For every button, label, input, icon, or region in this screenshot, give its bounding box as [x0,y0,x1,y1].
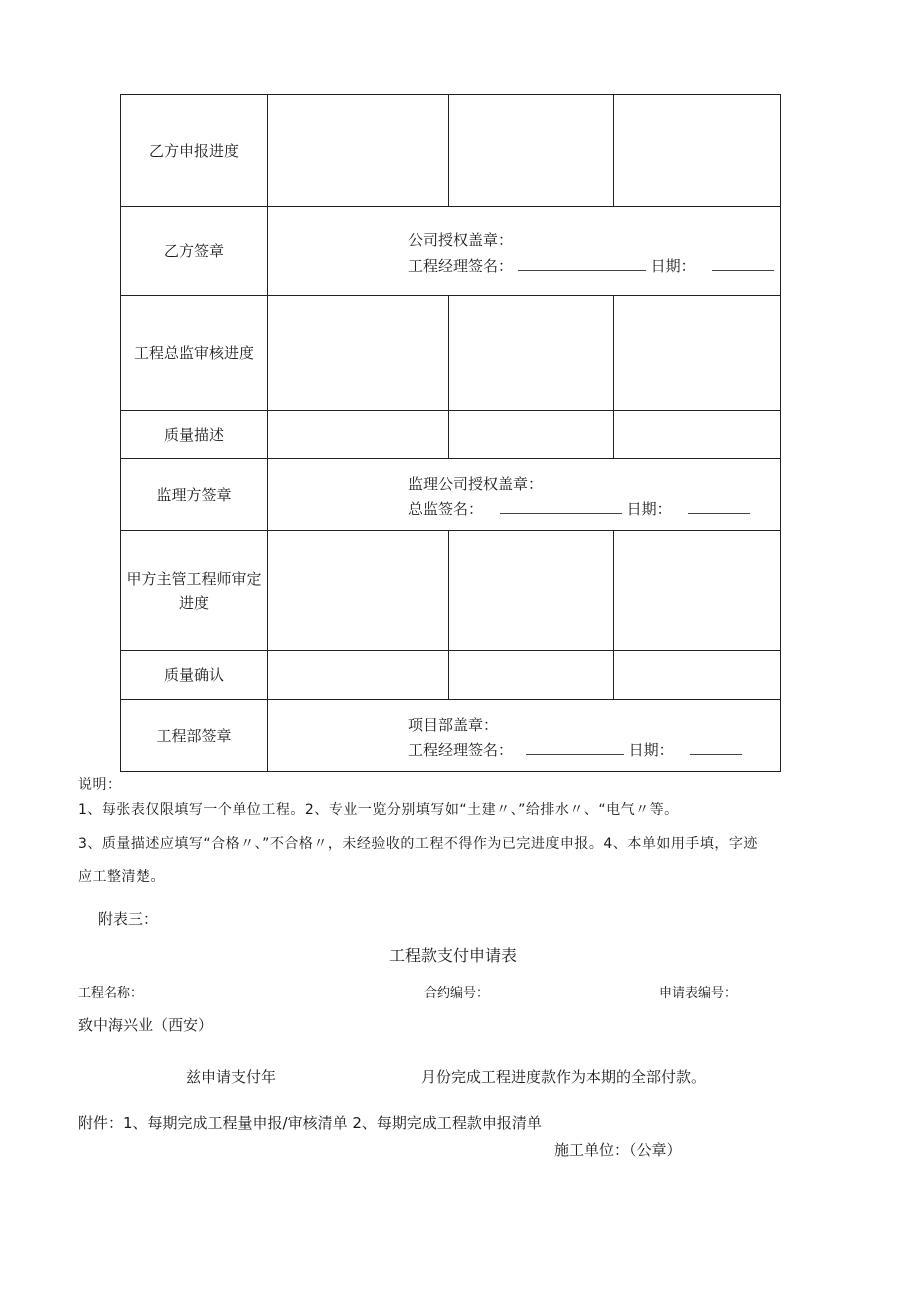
table-row [121,207,781,296]
quality-cell[interactable] [449,411,614,459]
notes-title: 说明： [78,777,122,793]
table-row [121,700,781,772]
addressee: 致中海兴业（西安） [78,1016,214,1034]
progress-cell[interactable] [614,531,781,651]
row-label-quality-confirm: 质量确认 [121,651,268,700]
appendix-label: 附表三： [98,910,159,928]
contractor-stamp-label: 施工单位：（公章） [554,1141,682,1159]
contract-no-label: 合约编号： [424,986,490,1001]
progress-cell[interactable] [449,296,614,411]
notes-line: 3、质量描述应填写“合格〃、”不合格〃，未经验收的工程不得作为已完进度申报。4、本单如用手填，字迹 [78,836,758,852]
request-text-a: 兹申请支付年 [186,1068,277,1086]
quality-cell[interactable] [268,651,449,700]
table-row [121,459,781,531]
progress-cell[interactable] [449,531,614,651]
progress-approval-table [120,94,781,772]
signature-line [408,739,742,760]
manager-sign-label: 工程经理签名： [408,741,514,759]
date-blank[interactable] [712,256,774,271]
row-label-contractor-seal: 乙方签章 [121,207,268,296]
date-label: 日期： [626,500,672,518]
signature-line [408,255,774,276]
table-row [121,296,781,411]
row-label-supervisor-seal: 监理方签章 [121,459,268,531]
row-label-director-review: 工程总监审核进度 [121,296,268,411]
progress-cell[interactable] [449,95,614,207]
table-row [121,95,781,207]
project-stamp-label: 项目部盖章： [408,716,499,734]
signature-line [408,498,750,519]
quality-cell[interactable] [614,651,781,700]
notes-line: 1、每张表仅限填写一个单位工程。2、专业一览分别填写如“土建〃、”给排水〃、“电气〃等。 [78,802,679,818]
date-label: 日期： [650,257,696,275]
row-label-owner-engineer [121,531,268,651]
quality-cell[interactable] [449,651,614,700]
contractor-seal-cell[interactable] [268,207,781,296]
manager-sign-label: 工程经理签名： [408,257,514,275]
table-row [121,411,781,459]
engineering-seal-cell[interactable] [268,700,781,772]
row-label-line: 甲方主管工程师审定 [126,569,262,588]
date-blank[interactable] [690,740,742,755]
signature-blank[interactable] [518,256,646,271]
row-label-engineering-seal: 工程部签章 [121,700,268,772]
supervisor-seal-cell[interactable] [268,459,781,531]
row-label-line: 进度 [178,593,209,612]
row-label-quality-description: 质量描述 [121,411,268,459]
progress-cell[interactable] [614,296,781,411]
signature-blank[interactable] [526,740,624,755]
quality-cell[interactable] [614,411,781,459]
progress-cell[interactable] [268,296,449,411]
progress-cell[interactable] [268,531,449,651]
progress-cell[interactable] [614,95,781,207]
request-no-label: 申请表编号： [659,986,738,1001]
attachments: 附件：1、每期完成工程量申报/审核清单 2、每期完成工程款申报清单 [78,1114,542,1132]
supervisor-stamp-label: 监理公司授权盖章： [408,475,544,493]
date-label: 日期： [628,741,674,759]
director-sign-label: 总监签名： [408,500,484,518]
request-text-b: 月份完成工程进度款作为本期的全部付款。 [421,1068,707,1086]
form-title: 工程款支付申请表 [389,946,518,965]
notes-line: 应工整清楚。 [78,869,165,885]
company-stamp-label: 公司授权盖章： [408,231,514,249]
table-row [121,531,781,651]
project-name-label: 工程名称： [78,986,144,1001]
progress-cell[interactable] [268,95,449,207]
table-row [121,651,781,700]
row-label-contractor-progress: 乙方申报进度 [121,95,268,207]
quality-cell[interactable] [268,411,449,459]
date-blank[interactable] [688,499,750,514]
signature-blank[interactable] [500,499,622,514]
